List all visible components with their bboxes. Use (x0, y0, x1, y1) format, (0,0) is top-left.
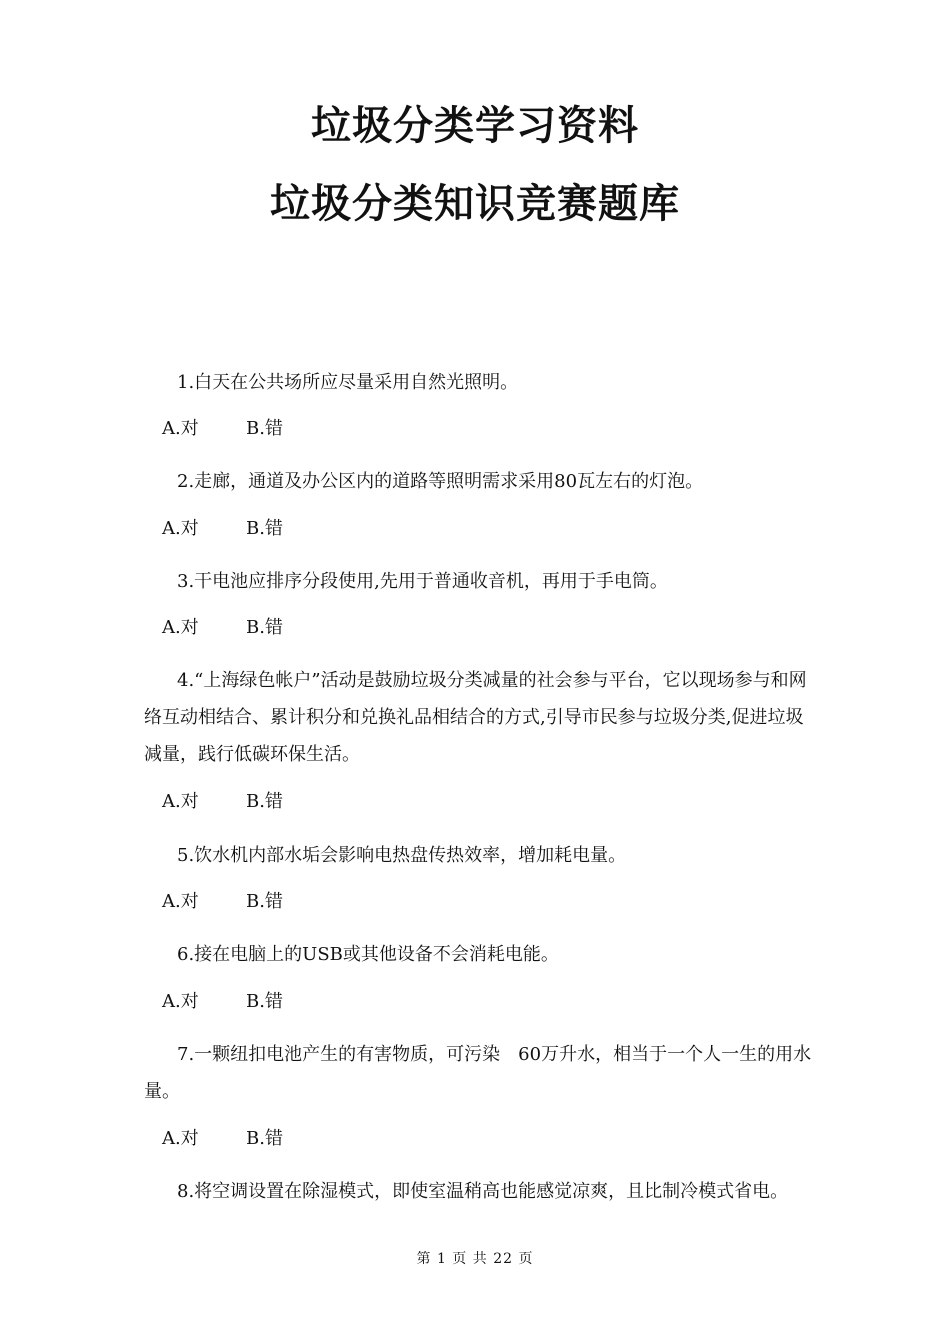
option-b: B.错 (246, 891, 283, 912)
option-b: B.错 (246, 617, 283, 638)
question-6: 6.接在电脑上的USB或其他设备不会消耗电能。 (177, 944, 559, 965)
option-a: A.对 (162, 791, 199, 812)
question-8: 8.将空调设置在除湿模式，即使室温稍高也能感觉凉爽，且比制冷模式省电。 (177, 1181, 789, 1202)
question-1: 1.白天在公共场所应尽量采用自然光照明。 (177, 372, 519, 393)
options-2 (162, 517, 283, 541)
option-b: B.错 (246, 991, 283, 1012)
document-title: 垃圾分类学习资料 (311, 103, 639, 149)
options-3 (162, 616, 283, 640)
options-1 (162, 417, 283, 441)
option-a: A.对 (162, 418, 199, 439)
document-subtitle: 垃圾分类知识竞赛题库 (270, 181, 680, 227)
option-b: B.错 (246, 791, 283, 812)
page-footer: 第 1 页 共 22 页 (416, 1251, 534, 1267)
options-4 (162, 790, 283, 814)
option-a: A.对 (162, 1128, 199, 1149)
option-a: A.对 (162, 891, 199, 912)
options-6 (162, 990, 283, 1014)
option-b: B.错 (246, 1128, 283, 1149)
options-7 (162, 1127, 283, 1151)
question-2: 2.走廊，通道及办公区内的道路等照明需求采用80瓦左右的灯泡。 (177, 471, 704, 492)
option-a: A.对 (162, 518, 199, 539)
option-a: A.对 (162, 991, 199, 1012)
option-a: A.对 (162, 617, 199, 638)
question-3: 3.干电池应排序分段使用,先用于普通收音机，再用于手电筒。 (177, 571, 668, 592)
question-4: 4.“上海绿色帐户”活动是鼓励垃圾分类减量的社会参与平台，它以现场参与和网络互动相结合、累计积分和兑换礼品相结合的方式,引导市民参与垃圾分类,促进垃圾减量，践行低碳环保生活。 (144, 670, 807, 765)
option-b: B.错 (246, 518, 283, 539)
options-5 (162, 890, 283, 914)
question-7: 7.一颗纽扣电池产生的有害物质，可污染 60万升水，相当于一个人一生的用水量。 (144, 1044, 812, 1102)
question-5: 5.饮水机内部水垢会影响电热盘传热效率，增加耗电量。 (177, 845, 627, 866)
option-b: B.错 (246, 418, 283, 439)
